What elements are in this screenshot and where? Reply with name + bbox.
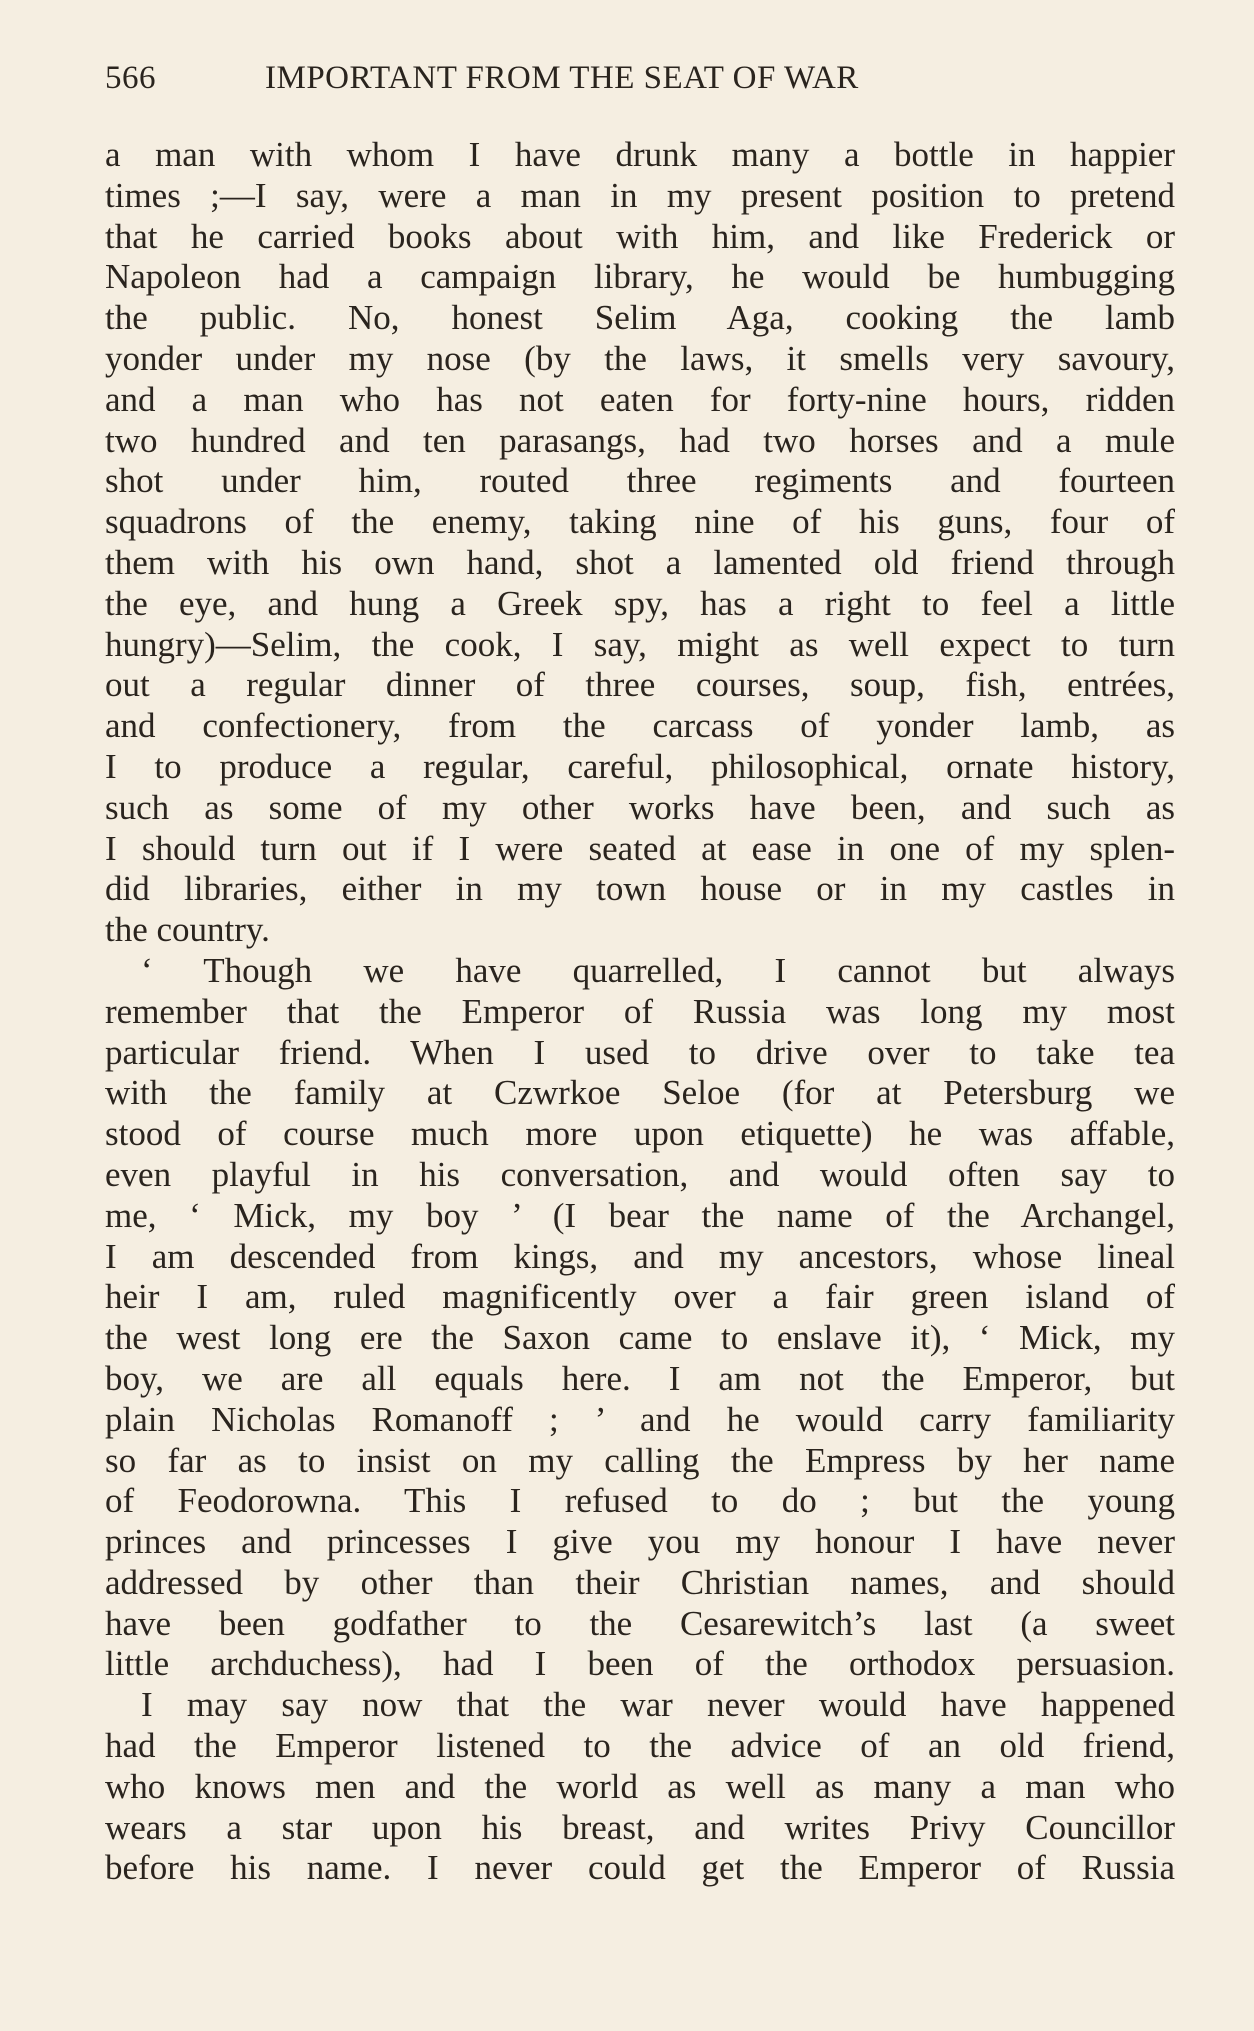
page-header (105, 60, 1175, 110)
text-line: two hundred and ten parasangs, had two horses and a mule (105, 420, 1175, 460)
text-line: even playful in his conversation, and would often say to (105, 1154, 1175, 1194)
text-line: addressed by other than their Christian names, and should (105, 1562, 1175, 1602)
text-line: the west long ere the Saxon came to enslave it), ‘ Mick, my (105, 1318, 1175, 1358)
text-line: shot under him, routed three regiments and fourteen (105, 461, 1175, 501)
text-line: squadrons of the enemy, taking nine of his guns, four of (105, 502, 1175, 542)
text-line: yonder under my nose (by the laws, it smells very savoury, (105, 338, 1175, 378)
text-line: stood of course much more upon etiquette) he was affable, (105, 1114, 1175, 1154)
text-line: and confectionery, from the carcass of yonder lamb, as (105, 706, 1175, 746)
text-line: times ;—I say, were a man in my present position to pretend (105, 175, 1175, 215)
text-line: them with his own hand, shot a lamented old friend through (105, 542, 1175, 582)
text-line: of Feodorowna. This I refused to do ; but the young (105, 1481, 1175, 1521)
text-line: heir I am, ruled magnificently over a fair green island of (105, 1277, 1175, 1317)
page-number: 566 (105, 60, 156, 96)
text-line: a man with whom I have drunk many a bottle in happier (105, 135, 1175, 174)
text-line: princes and princesses I give you my honour I have never (105, 1522, 1175, 1562)
text-line: out a regular dinner of three courses, soup, fish, entrées, (105, 665, 1175, 705)
text-line: particular friend. When I used to drive over to take tea (105, 1032, 1175, 1072)
text-line: I am descended from kings, and my ancestors, whose lineal (105, 1236, 1175, 1276)
text-line: had the Emperor listened to the advice of an old friend, (105, 1726, 1175, 1766)
text-line: have been godfather to the Cesarewitch’s last (a sweet (105, 1603, 1175, 1643)
text-line: before his name. I never could get the Emperor of Russia (105, 1848, 1175, 1888)
text-line: hungry)—Selim, the cook, I say, might as well expect to turn (105, 624, 1175, 664)
text-line: with the family at Czwrkoe Seloe (for at Petersburg we (105, 1073, 1175, 1113)
text-line: such as some of my other works have been, and such as (105, 787, 1175, 827)
text-line: the public. No, honest Selim Aga, cooking the lamb (105, 298, 1175, 338)
running-title: IMPORTANT FROM THE SEAT OF WAR (265, 60, 859, 96)
text-line: who knows men and the world as well as many a man who (105, 1766, 1175, 1806)
text-line: I should turn out if I were seated at ease in one of my splen- (105, 828, 1175, 868)
text-line: so far as to insist on my calling the Empress by her name (105, 1440, 1175, 1480)
text-line: ‘ Though we have quarrelled, I cannot but always (141, 950, 1175, 990)
text-line: the eye, and hung a Greek spy, has a right to feel a little (105, 583, 1175, 623)
text-line: remember that the Emperor of Russia was long my most (105, 991, 1175, 1031)
text-line: me, ‘ Mick, my boy ’ (I bear the name of the Archangel, (105, 1195, 1175, 1235)
text-line: Napoleon had a campaign library, he would be humbugging (105, 257, 1175, 297)
text-line: wears a star upon his breast, and writes Privy Councillor (105, 1807, 1175, 1847)
text-line: plain Nicholas Romanoff ; ’ and he would carry familiarity (105, 1399, 1175, 1439)
text-line: little archduchess), had I been of the orthodox persuasion. (105, 1644, 1175, 1684)
body-text (105, 135, 1175, 1889)
text-line: boy, we are all equals here. I am not the Emperor, but (105, 1358, 1175, 1398)
text-line: I may say now that the war never would have happened (141, 1685, 1175, 1725)
text-line: and a man who has not eaten for forty-nine hours, ridden (105, 379, 1175, 419)
text-line: did libraries, either in my town house or in my castles in (105, 869, 1175, 909)
text-line: the country. (105, 910, 270, 950)
text-line: that he carried books about with him, and like Frederick or (105, 216, 1175, 256)
text-line: I to produce a regular, careful, philosophical, ornate history, (105, 746, 1175, 786)
